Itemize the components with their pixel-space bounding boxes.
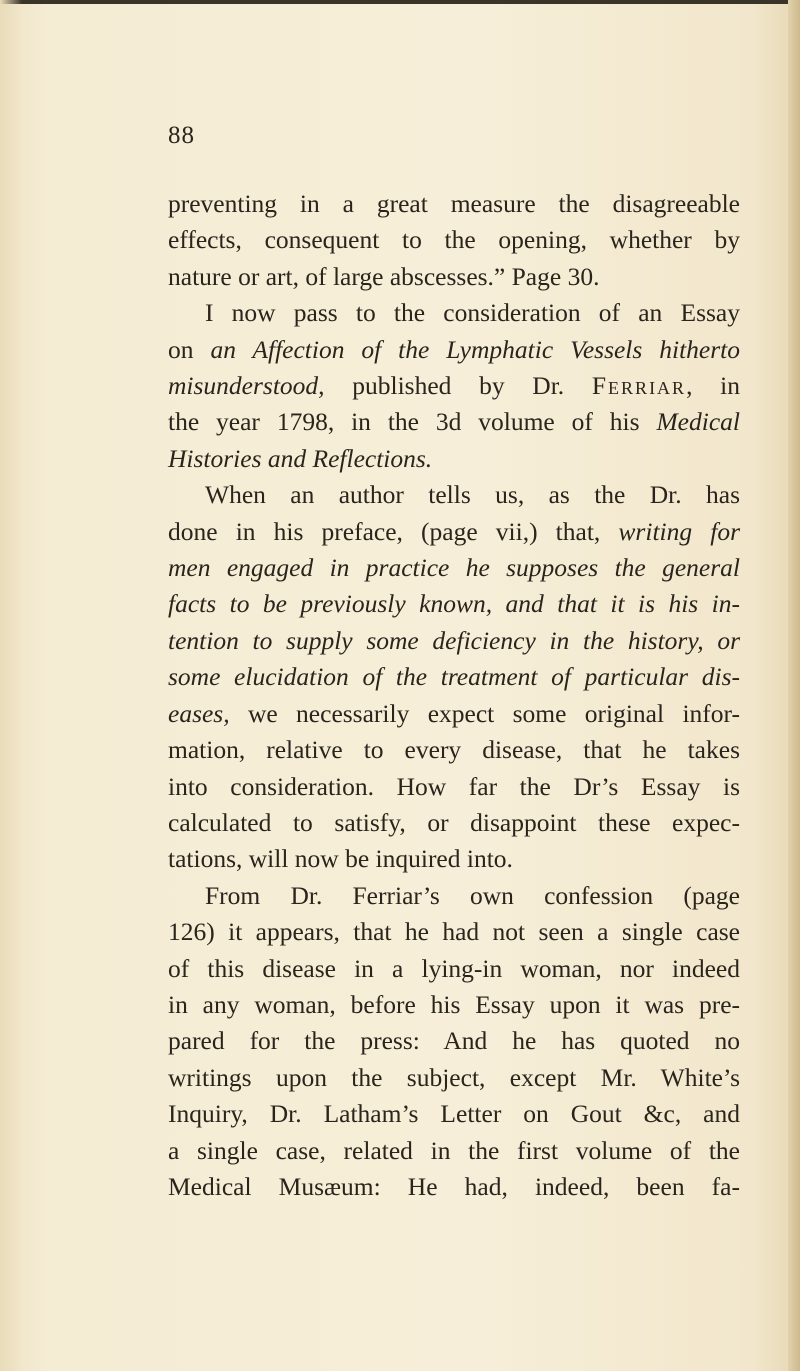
text-run: in any woman, before his Essay upon it was pre- (168, 989, 740, 1019)
italic-text: an Affection of the Lymphatic Vessels hitherto (210, 334, 740, 364)
text-run: calculated to satisfy, or disappoint these expec- (168, 807, 740, 837)
text-run: of this disease in a lying-in woman, nor indeed (168, 953, 740, 983)
text-line (168, 1023, 740, 1059)
text-run: Medical Musæum: He had, indeed, been fa- (168, 1171, 740, 1201)
text-run: tations, will now be inquired into. (168, 844, 513, 874)
text-line (168, 368, 740, 404)
text-run: effects, consequent to the opening, whether by (168, 225, 740, 255)
text-run: When an author tells us, as the Dr. has (205, 480, 740, 510)
text-line (168, 441, 740, 477)
italic-text: tention to supply some deficiency in the history, or (168, 625, 740, 655)
text-line (168, 1133, 740, 1169)
text-run: the year 1798, in the 3d volume of his (168, 407, 657, 437)
scan-top-border (0, 0, 800, 4)
italic-text: Histories and Reflections. (168, 443, 433, 473)
text-line (168, 295, 740, 331)
text-line (168, 623, 740, 659)
text-line (168, 1096, 740, 1132)
text-run: Inquiry, Dr. Latham’s Letter on Gout &c, and (168, 1099, 740, 1129)
text-run: into consideration. How far the Dr’s Essay is (168, 771, 740, 801)
text-run: preventing in a great measure the disagreeable (168, 189, 740, 218)
text-run: 126) it appears, that he had not seen a single case (168, 917, 740, 947)
text-line (168, 586, 740, 622)
text-line (168, 1060, 740, 1096)
text-run: I now pass to the consideration of an Essay (205, 298, 740, 328)
text-line (168, 259, 740, 295)
text-line (168, 404, 740, 440)
text-run: published by Dr. (324, 371, 592, 401)
text-line (168, 805, 740, 841)
text-run: nature or art, of large abscesses.” Page 30. (168, 261, 600, 291)
italic-text: men engaged in practice he supposes the general (168, 553, 740, 583)
text-run: we necessarily expect some original infor- (229, 698, 740, 728)
text-line (168, 951, 740, 987)
small-caps-text: Ferriar (591, 371, 687, 401)
text-run: done in his preface, (page vii,) that, (168, 516, 619, 546)
text-line (168, 477, 740, 513)
text-line (168, 222, 740, 258)
italic-text: misunderstood, (168, 371, 325, 401)
text-run: writings upon the subject, except Mr. White’s (168, 1062, 740, 1092)
text-run: From Dr. Ferriar’s own confession (page (205, 880, 740, 910)
text-line (168, 914, 740, 950)
page-left-shadow (0, 0, 22, 1371)
page-number: 88 (168, 122, 195, 149)
text-line (168, 514, 740, 550)
text-line (168, 987, 740, 1023)
text-run: , in (686, 371, 740, 401)
page-right-edge (788, 0, 800, 1371)
text-line (168, 332, 740, 368)
text-run: mation, relative to every disease, that he takes (168, 735, 740, 765)
italic-text: some elucidation of the treatment of particular dis- (168, 662, 740, 692)
text-run: a single case, related in the first volume of the (168, 1135, 740, 1165)
body-text (168, 186, 740, 1205)
italic-text: facts to be previously known, and that it is his in- (168, 589, 740, 619)
text-line (168, 878, 740, 914)
italic-text: writing for (618, 516, 740, 546)
text-line (168, 186, 740, 222)
text-line (168, 696, 740, 732)
text-line (168, 769, 740, 805)
text-line (168, 550, 740, 586)
text-line (168, 732, 740, 768)
text-line (168, 841, 740, 877)
text-run: pared for the press: And he has quoted no (168, 1026, 740, 1056)
text-line (168, 1169, 740, 1205)
text-run: on (168, 334, 211, 364)
italic-text: eases, (168, 698, 230, 728)
text-line (168, 659, 740, 695)
italic-text: Medical (656, 407, 740, 437)
